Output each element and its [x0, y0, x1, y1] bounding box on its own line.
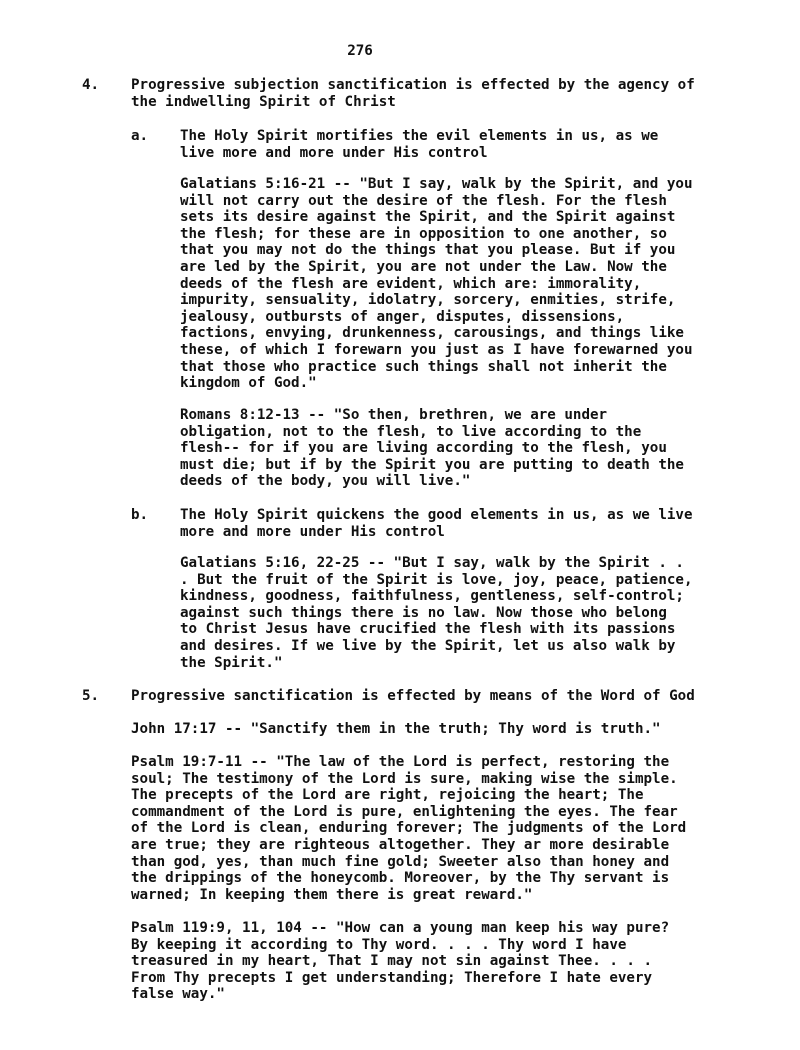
section-heading: Progressive subjection sanctification is effected by the agency of the indwelling Spirit of Christ — [131, 77, 695, 110]
subsection-heading: The Holy Spirit mortifies the evil elements in us, as we live more and more under His control — [180, 128, 659, 161]
scripture-quote: Galatians 5:16, 22-25 -- "But I say, walk by the Spirit . . . But the fruit of the Spirit is love, joy, peace, patience, kindness, goodness, faithfulness, gentleness, self-control; against such things there is no law. Now those who belong to Christ Jesus have crucified the flesh with its passions and desires. If we live by the Spirit, let us also walk by the Spirit." — [180, 555, 693, 671]
scripture-quote: Psalm 119:9, 11, 104 -- "How can a young man keep his way pure? By keeping it according to Thy word. . . . Thy word I have treasured in my heart, That I may not sin against Thee. . . . From Thy precepts I get understanding; Therefore I hate every false way." — [131, 920, 670, 1003]
page-number: 276 — [347, 43, 373, 59]
subsection-letter: a. — [131, 128, 149, 144]
scripture-quote: Romans 8:12-13 -- "So then, brethren, we are under obligation, not to the flesh, to live according to the flesh-- for if you are living according to the flesh, you must die; but if by the Spirit you are putting to death the deeds of the body, you will live." — [180, 407, 684, 490]
section-number: 4. — [82, 77, 100, 93]
section-heading: Progressive sanctification is effected by means of the Word of God — [131, 688, 695, 704]
scripture-quote: John 17:17 -- "Sanctify them in the truth; Thy word is truth." — [131, 721, 661, 737]
subsection-letter: b. — [131, 507, 149, 523]
scripture-quote: Psalm 19:7-11 -- "The law of the Lord is perfect, restoring the soul; The testimony of the Lord is sure, making wise the simple. The precepts of the Lord are right, rejoicing the heart; The commandment of the Lord is pure, enlightening the eyes. The fear of the Lord is clean, enduring forever; The judgments of the Lord are true; they are righteous altogether. They ar more desirable than god, yes, than much fine gold; Sweeter also than honey and the drippings of the honeycomb. Moreover, by the Thy servant is warned; In keeping them there is great reward." — [131, 754, 687, 903]
scripture-quote: Galatians 5:16-21 -- "But I say, walk by the Spirit, and you will not carry out the desire of the flesh. For the flesh sets its desire against the Spirit, and the Spirit against the flesh; for these are in opposition to one another, so that you may not do the things that you please. But if you are led by the Spirit, you are not under the Law. Now the deeds of the flesh are evident, which are: immorality, impurity, sensuality, idolatry, sorcery, enmities, strife, jealousy, outbursts of anger, disputes, dissensions, factions, envying, drunkenness, carousings, and things like these, of which I forewarn you just as I have forewarned you that those who practice such things shall not inherit the kingdom of God." — [180, 176, 693, 392]
subsection-heading: The Holy Spirit quickens the good elements in us, as we live more and more under His control — [180, 507, 693, 540]
section-number: 5. — [82, 688, 100, 704]
